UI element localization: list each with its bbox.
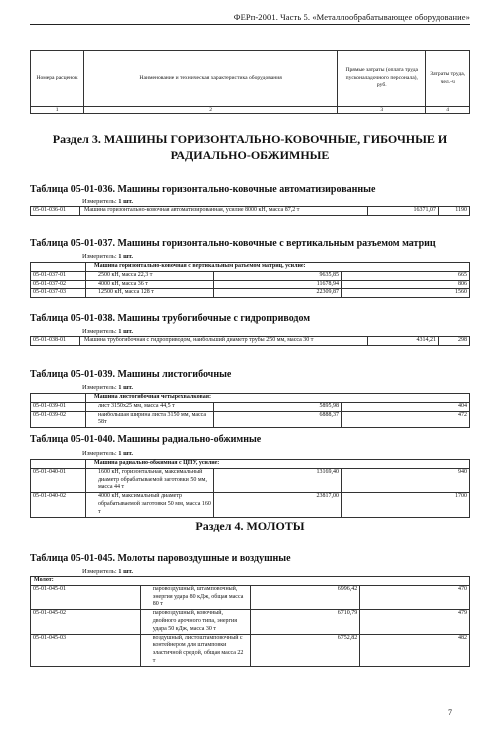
section-3-title-line: Раздел 3. МАШИНЫ ГОРИЗОНТАЛЬНО-КОВОЧНЫЕ, ГИБОЧНЫЕ И (52, 132, 448, 146)
rate-code: 05-01-038-01 (31, 337, 80, 346)
rate-labor: 470 (360, 585, 470, 609)
rate-code: 05-01-036-01 (31, 207, 80, 216)
rate-description: 2500 кН, масса 22,3 т (86, 271, 214, 280)
table-subheading: Машина радиально-обжимная с ЦПУ, усилие: (86, 460, 470, 469)
header-rule (30, 24, 470, 25)
table-subheading: Машина горизонтально-ковочная с вертикальным разъемом матриц, усилие: (86, 263, 470, 272)
table-row (31, 271, 470, 280)
page-header: ФЕРп-2001. Часть 5. «Металлообрабатывающее оборудование» (233, 12, 470, 22)
table-subheading-row (31, 263, 470, 272)
table-row (31, 634, 470, 666)
rate-code: 05-01-040-01 (31, 468, 86, 492)
rate-labor: 1560 (342, 289, 470, 298)
rate-labor: 940 (342, 468, 470, 492)
rate-code: 05-01-037-03 (31, 289, 86, 298)
rate-price: 11678,94 (214, 280, 342, 289)
table-row (31, 402, 470, 411)
table-row (31, 411, 470, 428)
table-row (31, 280, 470, 289)
rate-description: Машина трубогибочная с гидроприводом, наибольший диаметр трубы 250 мм, масса 30 т (80, 337, 368, 346)
measure-unit: Измеритель: 1 шт. (82, 328, 133, 335)
rate-code: 05-01-045-02 (31, 610, 141, 634)
table-row (31, 610, 470, 634)
measure-unit: Измеритель: 1 шт. (82, 253, 133, 260)
rate-description: 1600 кН, горизонтальная, максимальный диаметр обрабатываемой заготовки 50 мм, масса 44 т (86, 468, 214, 492)
rate-description: наибольшая ширина листа 3150 мм, масса 58т (86, 411, 214, 428)
rate-description: паровоздушный, штамповочный, энергия удара 80 кДж, общая масса 80 т (140, 585, 250, 609)
measure-unit: Измеритель: 1 шт. (82, 568, 133, 575)
rate-code: 05-01-045-03 (31, 634, 141, 666)
table-title: Таблица 05-01-045. Молоты паровоздушные и воздушные (30, 553, 291, 564)
table-row (31, 207, 470, 216)
rate-description: лист 3150х25 мм, масса 44,5 т (86, 402, 214, 411)
measure-unit: Измеритель: 1 шт. (82, 384, 133, 391)
rate-price: 16371,07 (368, 207, 439, 216)
table-subheading-row (31, 460, 470, 469)
rate-labor: 472 (342, 411, 470, 428)
table-title: Таблица 05-01-039. Машины листогибочные (30, 369, 232, 380)
rate-code: 05-01-037-01 (31, 271, 86, 280)
col-number: 3 (338, 107, 426, 114)
rate-description: 4000 кН, масса 36 т (86, 280, 214, 289)
rate-price: 6996,42 (250, 585, 360, 609)
rates-table (30, 393, 470, 428)
col-header-labor: Затраты труда, чел.-ч (426, 51, 470, 107)
section-3-title (30, 131, 470, 163)
section-4-title: Раздел 4. МОЛОТЫ (195, 519, 305, 533)
col-header-direct-costs: Прямые затраты (оплата труда пусконаладочного персонала), руб. (338, 51, 426, 107)
rate-description: воздушный, листоштамповочный с контейнером для штамповки эластичной средой, общая масса 22 т (140, 634, 250, 666)
rate-price: 6888,37 (214, 411, 342, 428)
rate-price: 6752,82 (250, 634, 360, 666)
rate-labor: 404 (342, 402, 470, 411)
rates-table (30, 336, 470, 346)
rates-table (30, 576, 470, 667)
rate-description: 4000 кН, максимальный диаметр обрабатываемой заготовки 50 мм, масса 160 т (86, 493, 214, 517)
col-number: 1 (31, 107, 84, 114)
table-row (31, 337, 470, 346)
rate-labor: 806 (342, 280, 470, 289)
table-title: Таблица 05-01-036. Машины горизонтально-ковочные автоматизированные (30, 184, 376, 195)
rate-labor: 298 (439, 337, 470, 346)
table-row (31, 585, 470, 609)
table-row (31, 468, 470, 492)
col-header-codes: Номера расценок (31, 51, 84, 107)
rate-labor: 479 (360, 610, 470, 634)
rate-labor: 665 (342, 271, 470, 280)
rate-code: 05-01-039-02 (31, 411, 86, 428)
table-row (31, 289, 470, 298)
table-subheading: Молот: (31, 577, 470, 586)
measure-unit: Измеритель: 1 шт. (82, 450, 133, 457)
table-title: Таблица 05-01-038. Машины трубогибочные с гидроприводом (30, 313, 311, 324)
measure-unit: Измеритель: 1 шт. (82, 198, 133, 205)
table-subheading-row (31, 394, 470, 403)
rate-price: 4314,21 (368, 337, 439, 346)
table-subheading-row (31, 577, 470, 586)
table-row (31, 493, 470, 517)
rates-table (30, 206, 470, 216)
page-number: 7 (448, 708, 452, 717)
rate-price: 9635,85 (214, 271, 342, 280)
rates-table (30, 262, 470, 298)
rate-description: паровоздушный, ковочный, двойного арочного типа, энергия удара 50 кДж, масса 30 т (140, 610, 250, 634)
col-number: 2 (84, 107, 338, 114)
rate-code: 05-01-045-01 (31, 585, 141, 609)
rate-description: Машина горизонтально-ковочная автоматизированная, усилие 8000 кН, масса 87,2 т (80, 207, 368, 216)
column-header-table (30, 50, 470, 114)
rate-labor: 482 (360, 634, 470, 666)
rate-code: 05-01-040-02 (31, 493, 86, 517)
rate-description: 12500 кН, масса 128 т (86, 289, 214, 298)
col-header-description: Наименование и техническая характеристика оборудования (84, 51, 338, 107)
rate-code: 05-01-039-01 (31, 402, 86, 411)
section-3-title-line: РАДИАЛЬНО-ОБЖИМНЫЕ (170, 148, 330, 163)
rate-price: 13169,40 (214, 468, 342, 492)
table-subheading: Машина листогибочная четырехвалковая: (86, 394, 470, 403)
col-number: 4 (426, 107, 470, 114)
rates-table (30, 459, 470, 518)
rate-price: 6710,79 (250, 610, 360, 634)
rate-labor: 1700 (342, 493, 470, 517)
rate-code: 05-01-037-02 (31, 280, 86, 289)
rate-labor: 1190 (439, 207, 470, 216)
table-title: Таблица 05-01-040. Машины радиально-обжимные (30, 434, 262, 445)
rate-price: 23817,00 (214, 493, 342, 517)
table-title: Таблица 05-01-037. Машины горизонтально-ковочные с вертикальным разъемом матриц (30, 238, 436, 249)
rate-price: 5895,98 (214, 402, 342, 411)
rate-price: 22309,87 (214, 289, 342, 298)
